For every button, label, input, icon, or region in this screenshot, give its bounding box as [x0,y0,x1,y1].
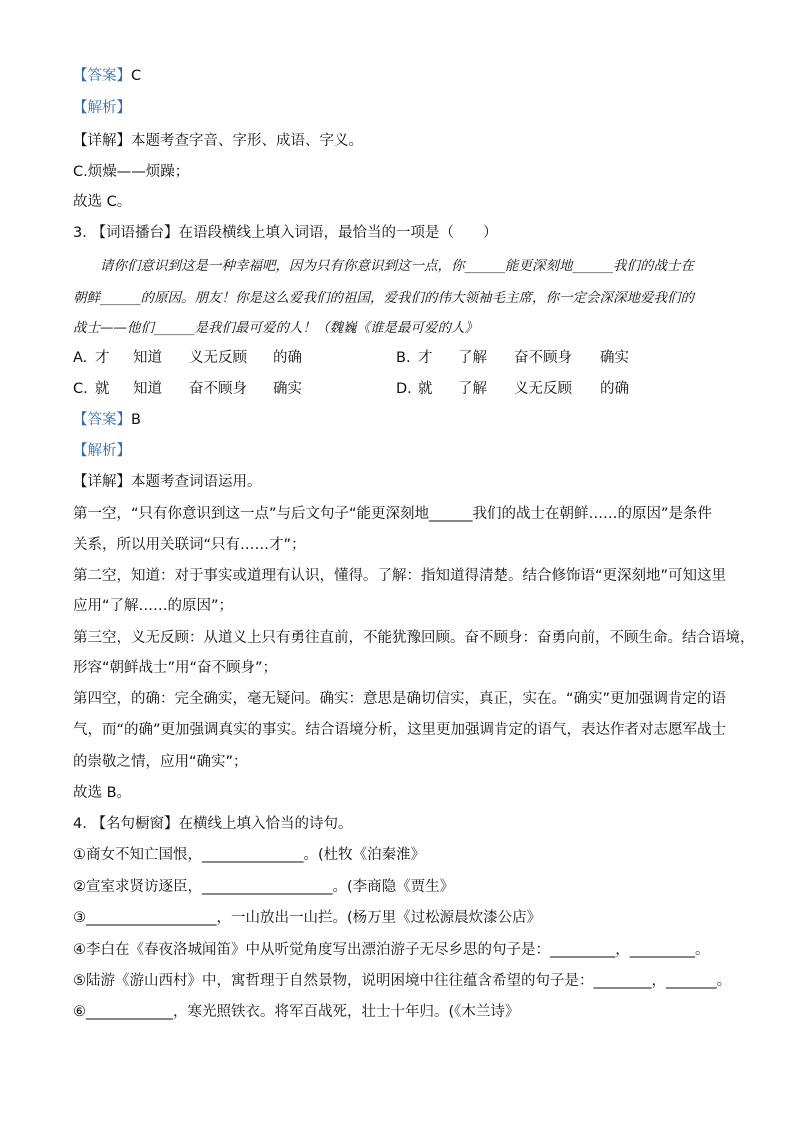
q2-answer-line [73,66,141,86]
q3-passage-line: 战士——他们______是我们最可爱的人！（魏巍《谁是最可爱的人》 [73,320,478,336]
q3-explanation-line: 第二空，知道：对于事实或道理有认识，懂得。了解：指知道得清楚。结合修饰语“更深刻地”可知这里 [73,568,727,584]
q3-answer-tag: 【答案】 [73,412,131,428]
q3-explanation-line: 的崇敬之情，应用“确实”； [73,754,248,770]
q3-explanation-line: 第一空，“只有你意识到这一点”与后文句子“能更深刻地______我们的战士在朝鲜……的原因”是条件 [73,506,713,522]
q2-detail-line [73,131,363,151]
q3-explanation-line: 应用“了解……的原因”； [73,598,234,614]
q2-conclusion: 故选 C。 [73,194,132,210]
q3-detail-text: 本题考查词语运用。 [131,474,262,490]
q3-stem: 3. 【词语播台】在语段横线上填入词语，最恰当的一项是（ ） [73,225,498,241]
q4-item: ⑤陆游《游山西村》中，寓哲理于自然景物，说明困境中往往蕴含希望的句子是：________，_______。 [73,973,732,989]
q2-analysis-tag: 【解析】 [73,100,131,116]
q4-stem: 4. 【名句橱窗】在横线上填入恰当的诗句。 [73,816,353,832]
q3-explanation-line: 第三空，义无反顾：从道义上只有勇往直前，不能犹豫回顾。奋不顾身：奋勇向前，不顾生命。结合语境， [73,630,755,646]
q3-option-b: B. 才 了解 奋不顾身 确实 [396,350,629,366]
q2-correction: C.烦燥——烦躁； [73,164,190,180]
q4-item: ⑥____________，寒光照铁衣。将军百战死，壮士十年归。(《木兰诗》 [73,1004,520,1020]
q3-detail-tag: 【详解】 [73,474,131,490]
q2-answer-value: C [131,68,142,84]
q3-option-c: C. 就 知道 奋不顾身 确实 [73,381,302,397]
q3-passage-line: 朝鲜______的原因。朋友！你是这么爱我们的祖国，爱我们的伟大领袖毛主席，你一定会深深地爱我们的 [73,290,694,306]
q4-item: ②宣室求贤访逐臣，__________________。(李商隐《贾生》 [73,879,455,895]
q3-explanation-line: 形容“朝鲜战士”用“奋不顾身”； [73,660,278,676]
q3-explanation-line: 第四空，的确：完全确实，毫无疑问。确实：意思是确切信实，真正，实在。“确实”更加强调肯定的语 [73,691,727,707]
q4-item: ①商女不知亡国恨，______________。(杜牧《泊秦淮》 [73,847,426,863]
q3-answer-value: B [131,412,141,428]
q4-item: ③__________________，一山放出一山拦。(杨万里《过松源晨炊漆公店》 [73,910,542,926]
q4-item: ④李白在《春夜洛城闻笛》中从听觉角度写出漂泊游子无尽乡思的句子是：_________，_________。 [73,942,710,958]
q2-answer-tag: 【答案】 [73,68,131,84]
q3-option-d: D. 就 了解 义无反顾 的确 [396,381,629,397]
q2-detail-tag: 【详解】 [73,133,131,149]
q3-explanation-line: 气，而“的确”更加强调真实的事实。结合语境分析，这里更加强调肯定的语气，表达作者对志愿军战士 [73,722,727,738]
q3-detail-line [73,472,262,492]
q3-explanation-line: 关系，所以用关联词“只有……才”； [73,537,306,553]
q3-option-a: A. 才 知道 义无反顾 的确 [73,350,302,366]
q3-passage-line: 请你们意识到这是一种幸福吧，因为只有你意识到这一点，你______能更深刻地______我们的战士在 [100,258,694,274]
q3-answer-line [73,410,141,430]
q2-detail-text: 本题考查字音、字形、成语、字义。 [131,133,363,149]
q3-conclusion: 故选 B。 [73,785,132,801]
q3-analysis-tag: 【解析】 [73,443,131,459]
